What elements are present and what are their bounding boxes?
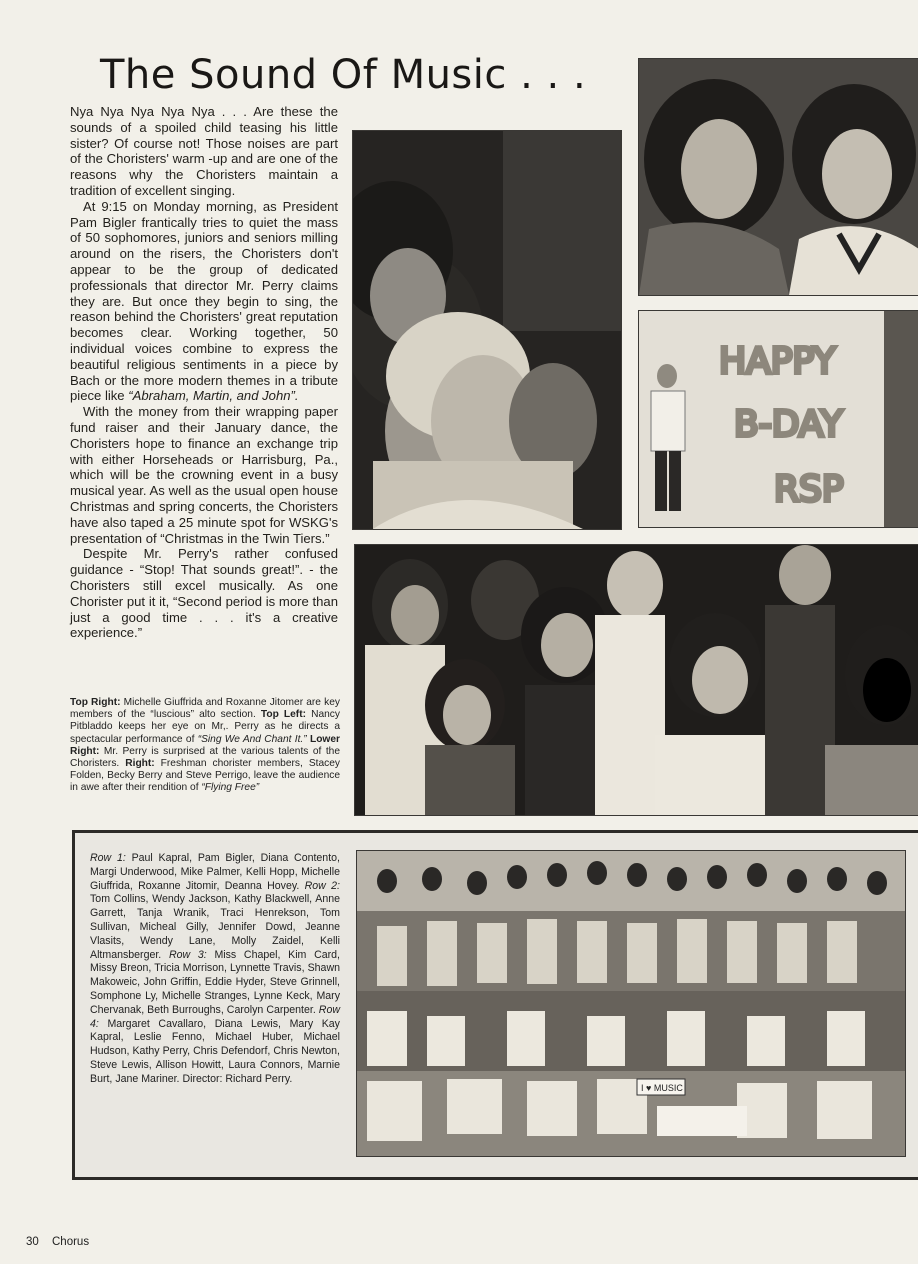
photo-group (356, 850, 906, 1157)
page-folio (26, 1236, 89, 1248)
roster-row2: Tom Collins, Wendy Jackson, Kathy Blackwell, Anne Garrett, Tanja Wranik, Traci Henrekson, Tom Sullivan, Micheal Gilly, Jennifer Dowd, Jeanne Vlasits, Wendy Lane, Molly Zaidel, Kelli Altmansberger. (90, 893, 340, 961)
photo-two-girls (638, 58, 918, 296)
caption-right-text: Freshman chorister members, Stacey Folden, Becky Berry and Steve Perrigo, leave the audience in awe after their rendition of (70, 758, 340, 794)
group-banner-text: I ♥ MUSIC (641, 1083, 683, 1093)
story-paragraph-2-text: At 9:15 on Monday morning, as President Pam Bigler frantically tries to quiet the mass of 50 sophomores, juniors and seniors milling around on the risers, the Choristers don't appear to be the group of dedicated professionals that director Mr. Perry claims they are. But once they begin to sing, the reason behind the Choristers' great reputation becomes clear. Working together, 50 individual voices combine to express the beautiful religious sentiments in a piece by Bach or the more modern themes in a tribute piece like (70, 198, 338, 404)
section-name: Chorus (52, 1236, 90, 1248)
page-number: 30 (26, 1236, 39, 1248)
story-paragraph-3: With the money from their wrapping paper fund raiser and their January dance, the Choristers hope to finance an exchange trip with either Horseheads or Harrisburg, Pa., which will be the crowning event in a busy musical year. As well as the usual open house Christmas and spring concerts, the Choristers have also taped a 25 minute spot for WSKG's presentation of “Christmas in the Twin Tiers.” (70, 404, 338, 546)
roster-row4: Margaret Cavallaro, Diana Lewis, Mary Kay Kapral, Leslie Fenno, Michael Huber, Michael Hudson, Kathy Perry, Chris Defendorf, Chris Newton, Steve Lewis, Allison Howitt, Laura Connors, Marnie Burt, Jane Mariner. Director: Richard Perry. (90, 1017, 340, 1085)
story-column (70, 104, 338, 641)
story-paragraph-1: Nya Nya Nya Nya Nya . . . Are these the sounds of a spoiled child teasing his little sister? Of course not! Those noises are part of the Choristers' warm -up and are one of the reasons why the Choristers maintain a tradition of excellent singing. (70, 104, 338, 198)
caption-lower-right-label: Lower Right: (70, 733, 340, 757)
caption-lower-right-text: Mr. Perry is surprised at the various talents of the Choristers. (70, 745, 340, 770)
story-song-title: “Abraham, Martin, and John”. (128, 388, 299, 404)
roster-row1-label: Row 1: (90, 852, 126, 864)
board-text-line3: RSP (774, 469, 844, 510)
page-title: The Sound Of Music . . . (100, 52, 587, 98)
story-paragraph-2 (70, 199, 338, 404)
roster-row3-label: Row 3: (168, 948, 207, 961)
caption-top-left-text: Nancy Pitbladdo keeps her eye on Mr,. Perry as he directs a spectacular performance of (70, 709, 340, 745)
photo-singers-left (352, 130, 622, 530)
board-text-line2: B-DAY (734, 404, 843, 445)
caption-top-left-song: “Sing We And Chant It.” (197, 733, 307, 745)
roster-row1: Paul Kapral, Pam Bigler, Diana Contento, Margi Underwood, Mike Palmer, Kelli Hopp, Michelle Giuffrida, Roxanne Jitomir, Deanna Hovey. (90, 852, 340, 892)
story-paragraph-4: Despite Mr. Perry's rather confused guidance - “Stop! That sounds great!”. - the Choristers still excel musically. As one Chorister put it it, “Second period is more than just a good time . . . it's a creative experience.” (70, 546, 338, 641)
roster-row2-label: Row 2: (304, 879, 340, 892)
caption-top-left-label: Top Left: (260, 709, 306, 721)
photo-freshmen (354, 544, 918, 816)
group-roster (90, 852, 340, 1087)
caption-top-right-label: Top Right: (70, 697, 121, 708)
caption-right-song: “Flying Free” (201, 782, 260, 794)
caption-top-right-text: Michelle Giuffrida and Roxanne Jitomer are key members of the “luscious” alto section. (70, 697, 340, 721)
photo-captions (70, 697, 340, 795)
photo-director-board (638, 310, 918, 528)
roster-row4-label: Row 4: (90, 1003, 340, 1030)
caption-right-label: Right: (125, 758, 155, 770)
board-text-line1: HAPPY (719, 341, 836, 382)
roster-row3: Miss Chapel, Kim Card, Missy Breon, Tricia Morrison, Lynnette Travis, Shawn Makoweic, John Griffin, Eddie Hyder, Steve Grinnell, Somphone Ly, Michelle Stranges, Lynne Keck, Mary Chervanak, Beth Burroughs, Carolyn Carpenter. (90, 948, 340, 1016)
